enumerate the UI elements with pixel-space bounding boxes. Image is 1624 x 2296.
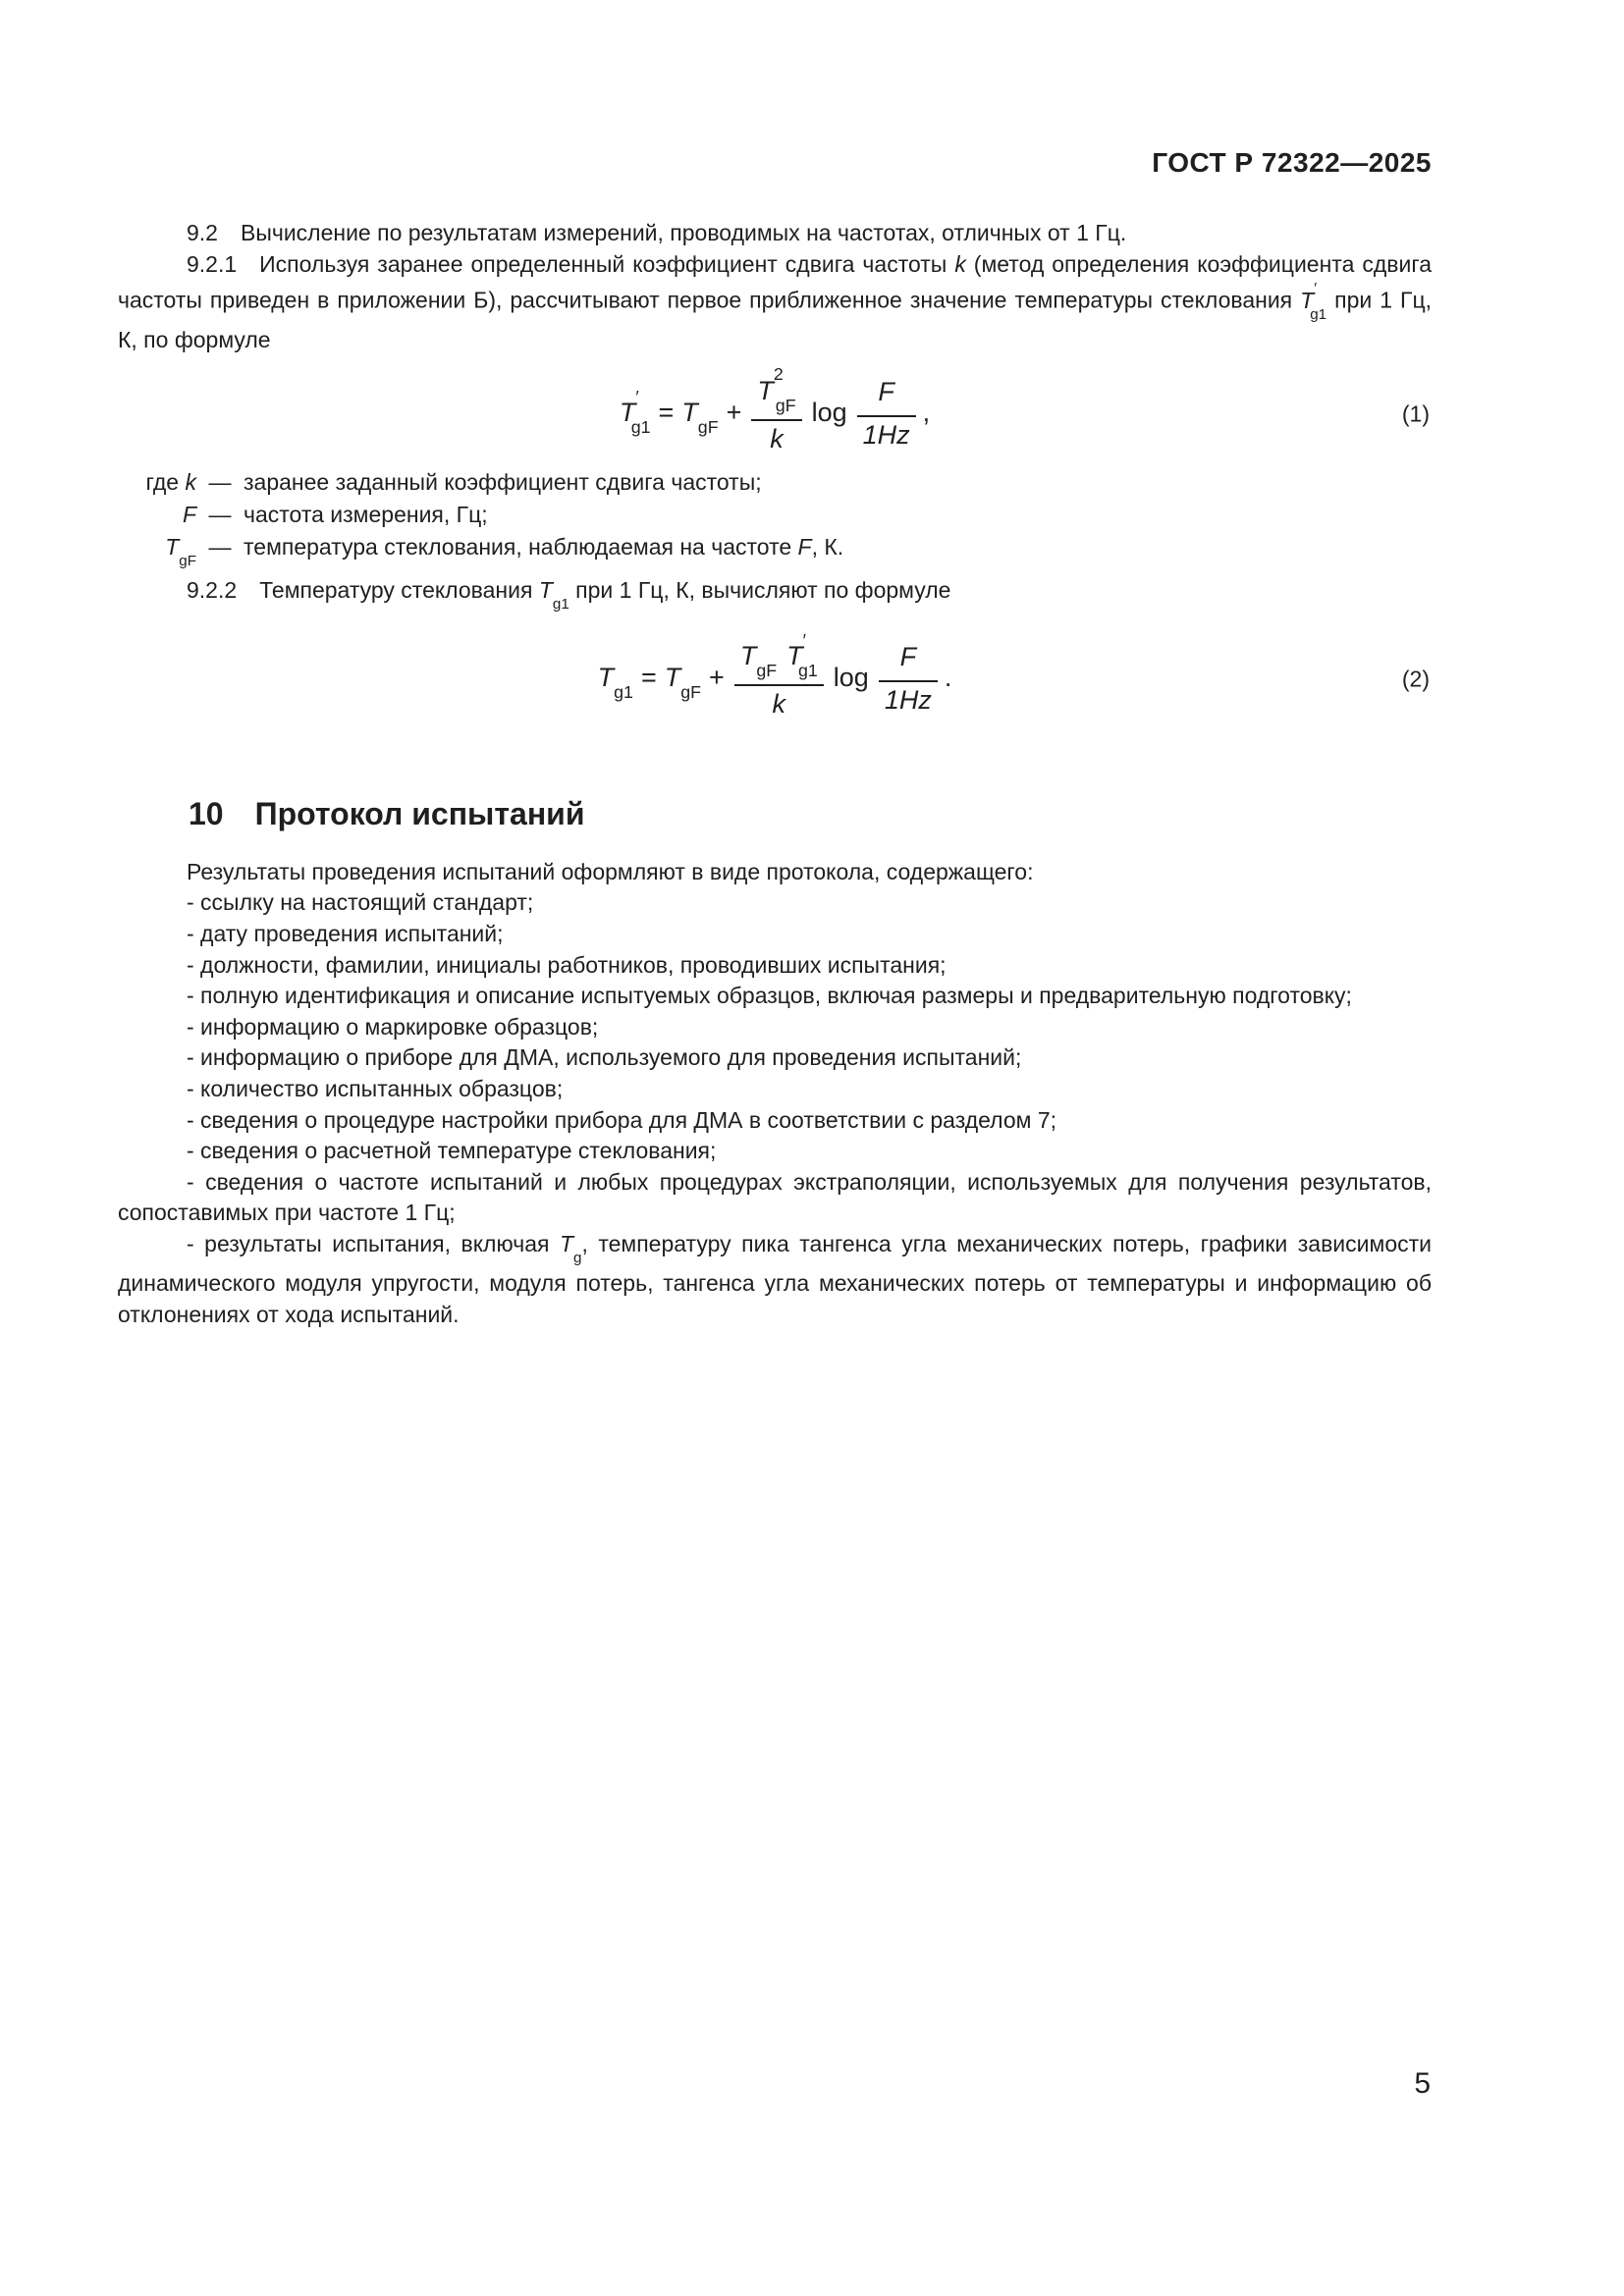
definition-term: [118, 531, 196, 572]
list-item: - количество испытанных образцов;: [187, 1075, 564, 1101]
list-item: - сведения о расчетной температуре стеклования;: [187, 1138, 717, 1164]
where-list: [118, 466, 1432, 572]
list-item: - информацию о приборе для ДМА, используемого для проведения испытаний;: [187, 1044, 1022, 1071]
formula-2-equation: $T_{g1}= T_{gF}+$ $\frac{T_{gF}T'_{g1}}{k}$ log $\frac{F}{1Hz}$ .: [597, 629, 952, 719]
section-10-heading: 10 Протокол испытаний: [189, 795, 585, 831]
list-item: - информацию о маркировке образцов;: [187, 1013, 599, 1040]
definition-row: [118, 466, 1432, 499]
formula-1-equation: $T'_{g1}= T_{gF}+$ $\frac{T^2_{gF}}{k}$ log $\frac{F}{1Hz}$ ,: [619, 363, 931, 454]
list-item: - полную идентификация и описание испытуемых образцов, включая размеры и предварительную подготовку;: [187, 983, 1352, 1009]
definition-dash: —: [208, 501, 232, 527]
math-variable: $T_{g1}$: [538, 577, 569, 614]
definition-dash: —: [208, 533, 232, 560]
definition-description: температура стеклования, наблюдаемая на частоте F, К.: [244, 533, 844, 560]
math-variable: $T_{gF}$: [165, 533, 196, 569]
definition-dash: —: [208, 468, 232, 495]
list-item: - сведения о процедуре настройки прибора для ДМА в соответствии с разделом 7;: [187, 1106, 1057, 1133]
list-item: - сведения о частоте испытаний и любых процедурах экстраполяции, используемых для получения результатов, сопоставимых при частоте 1 Гц;: [118, 1168, 1432, 1226]
formula-1: [118, 363, 1432, 454]
definition-description: заранее заданный коэффициент сдвига частоты;: [244, 468, 762, 495]
list-item: - ссылку на настоящий стандарт;: [187, 889, 534, 916]
page-content: [118, 218, 1432, 1330]
list-item: - должности, фамилии, инициалы работников, проводивших испытания;: [187, 951, 947, 978]
document-header-title: ГОСТ Р 72322—2025: [1152, 147, 1432, 178]
definition-row: [118, 499, 1432, 531]
clause-9-2-1-paragraph: 9.2.1 Используя заранее определенный коэффициент сдвига частоты k (метод определения коэффициента сдвига частоты приведен в приложении Б), рассчитывают первое приближенное значение температуры стеклования $T'_{g1}$ при 1 Гц, К, по формуле: [118, 250, 1433, 353]
page-number: 5: [1414, 2067, 1431, 2100]
math-variable: $T'_{g1}$: [1300, 279, 1327, 323]
formula-2-number: (2): [1401, 666, 1430, 692]
formula-1-number: (1): [1401, 400, 1430, 427]
clause-9-2-paragraph: 9.2 Вычисление по результатам измерений, проводимых на частотах, отличных от 1 Гц.: [187, 220, 1127, 245]
definition-description: частота измерения, Гц;: [244, 501, 488, 527]
formula-2: [118, 629, 1432, 720]
report-list: [118, 887, 1432, 1330]
report-intro-paragraph: Результаты проведения испытаний оформляют в виде протокола, содержащего:: [187, 858, 1034, 884]
definition-term: F: [182, 501, 196, 527]
definition-row: [118, 531, 1432, 572]
list-item: - результаты испытания, включая $T_g$, температуру пика тангенса угла механических потерь, графики зависимости динамического модуля упругости, модуля потерь, тангенса угла механических потерь от температуры и информацию об отклонениях от хода испытаний.: [118, 1230, 1432, 1327]
math-variable: $T_g$: [559, 1230, 582, 1266]
list-item: - дату проведения испытаний;: [187, 921, 504, 946]
definition-term: где k: [145, 468, 196, 495]
clause-9-2-2-paragraph: 9.2.2 Температуру стеклования $T_{g1}$ при 1 Гц, К, вычисляют по формуле: [187, 577, 951, 614]
